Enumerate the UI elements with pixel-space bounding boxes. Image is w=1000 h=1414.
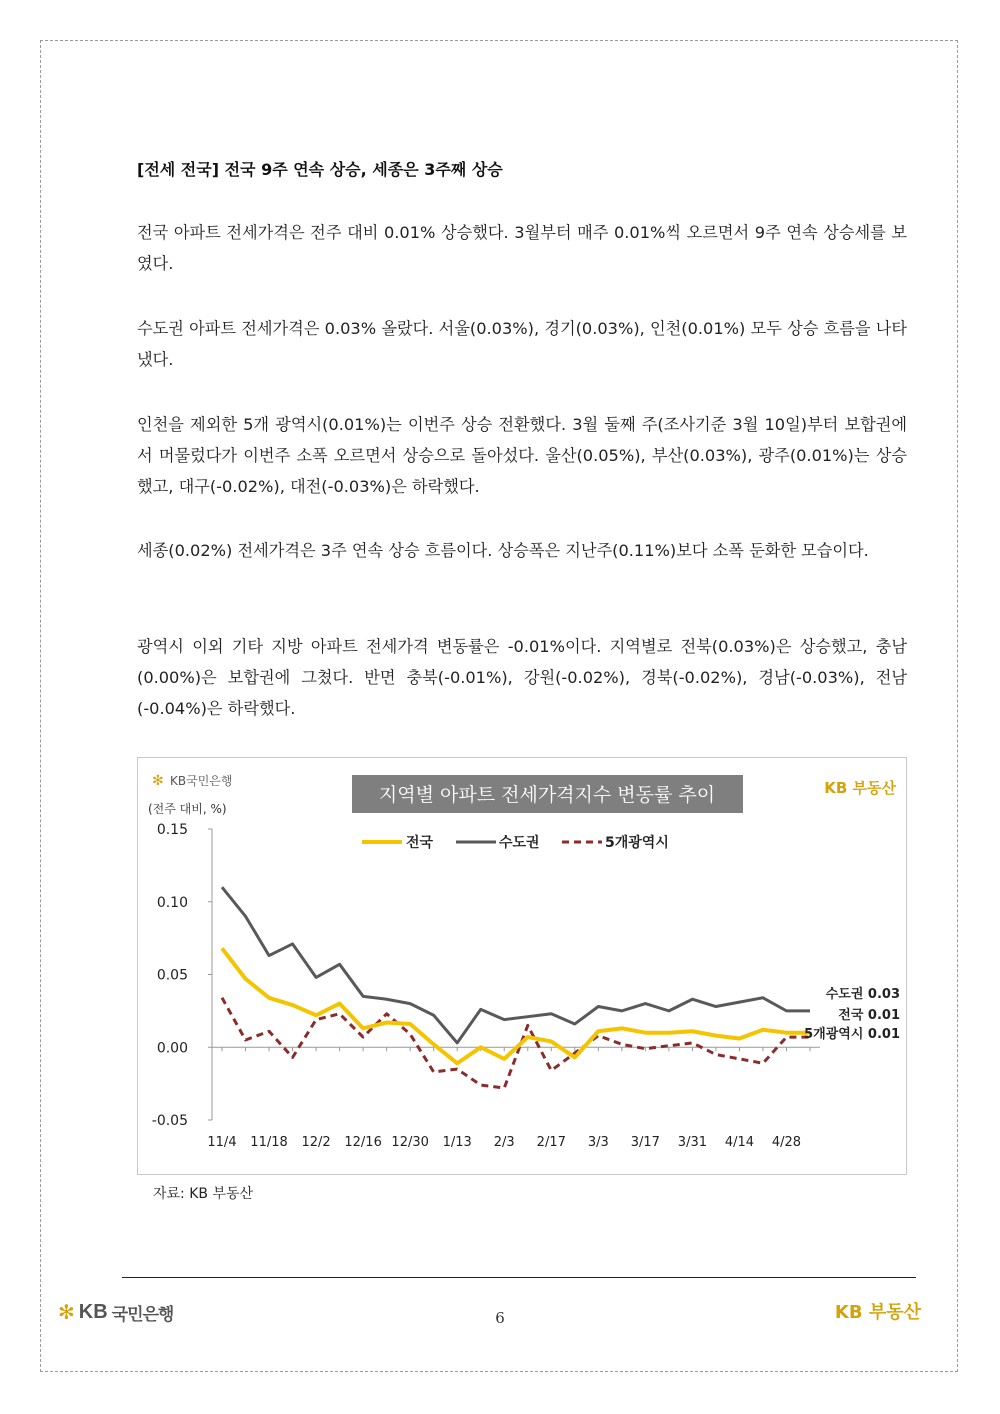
x-tick-label: 12/30 [391, 1135, 429, 1150]
x-tick-label: 3/31 [677, 1135, 708, 1150]
star-icon: ✻ [152, 773, 164, 789]
y-tick-label: 0.00 [156, 1040, 188, 1057]
x-tick-label: 11/18 [250, 1135, 288, 1150]
line-chart [138, 758, 908, 1176]
chart-logo-text: KB국민은행 [170, 774, 233, 788]
paragraph-1: 전국 아파트 전세가격은 전주 대비 0.01% 상승했다. 3월부터 매주 0.01%씩 오르면서 9주 연속 상승세를 보였다. [137, 223, 908, 273]
x-tick-label: 12/16 [344, 1135, 382, 1150]
end-label-metro: 5개광역시 0.01 [804, 1027, 900, 1042]
y-tick-label: 0.15 [156, 822, 188, 838]
y-tick-label: -0.05 [151, 1113, 188, 1129]
page-number: 6 [495, 1309, 505, 1327]
footer-brand: KB 부동산 [834, 1302, 921, 1323]
x-tick-label: 2/3 [493, 1135, 515, 1150]
legend-label-national: 전국 [406, 835, 434, 851]
series-group [222, 887, 810, 1088]
paragraph-4: 세종(0.02%) 전세가격은 3주 연속 상승 흐름이다. 상승폭은 지난주(0.11%)보다 소폭 둔화한 모습이다. [137, 541, 869, 560]
x-tick-label: 2/17 [536, 1135, 566, 1150]
x-tick-label: 3/17 [630, 1135, 660, 1150]
x-ticks [207, 1047, 810, 1150]
kb-bank-logo [152, 773, 232, 789]
source-note: 자료: KB 부동산 [153, 1186, 254, 1202]
chart-legend [362, 834, 669, 851]
star-icon: ✻ [58, 1300, 75, 1324]
end-label-national: 전국 0.01 [838, 1008, 900, 1023]
x-tick-label: 1/13 [442, 1135, 472, 1150]
chart-title: 지역별 아파트 전세가격지수 변동률 추이 [378, 784, 716, 806]
chart-brand: KB 부동산 [824, 779, 896, 797]
legend-label-capital: 수도권 [499, 835, 540, 851]
series-line-capital [222, 887, 810, 1043]
y-tick-label: 0.05 [156, 967, 188, 984]
paragraph-5: 광역시 이외 기타 지방 아파트 전세가격 변동률은 -0.01%이다. 지역별로 전북(0.03%)은 상승했고, 충남(0.00%)은 보합권에 그쳤다. 반면 충북(-0.01%), 강원(-0.02%), 경북(-0.02%), 경남(-0.03%), 전남(-0.04%)은 하락했다. [137, 637, 907, 718]
chart-container [137, 757, 907, 1175]
section-heading: [전세 전국] 전국 9주 연속 상승, 세종은 3주째 상승 [137, 160, 503, 179]
footer-logo-kb: KB [78, 1300, 108, 1323]
y-axis-label: (전주 대비, %) [148, 802, 227, 816]
y-tick-label: 0.10 [156, 894, 188, 911]
x-tick-label: 3/3 [587, 1135, 609, 1150]
footer-divider [122, 1277, 916, 1278]
x-tick-label: 4/28 [771, 1135, 802, 1150]
end-label-capital: 수도권 0.03 [825, 987, 900, 1002]
paragraph-3: 인천을 제외한 5개 광역시(0.01%)는 이번주 상승 전환했다. 3월 둘째 주(조사기준 3월 10일)부터 보합권에서 머물렀다가 이번주 소폭 오르면서 상승으로 돌아섰다. 울산(0.05%), 부산(0.03%), 광주(0.01%)는 상승했고, 대구(-0.02%), 대전(-0.03%)은 하락했다. [137, 415, 907, 496]
paragraph-2: 수도권 아파트 전세가격은 0.03% 올랐다. 서울(0.03%), 경기(0.03%), 인천(0.01%) 모두 상승 흐름을 나타냈다. [137, 319, 907, 369]
x-tick-label: 12/2 [301, 1135, 331, 1150]
legend-label-metro: 5개광역시 [605, 835, 669, 851]
footer-logo-bank: 국민은행 [111, 1304, 174, 1325]
y-ticks [152, 822, 212, 1129]
x-tick-label: 4/14 [724, 1135, 755, 1150]
x-tick-label: 11/4 [207, 1135, 237, 1150]
